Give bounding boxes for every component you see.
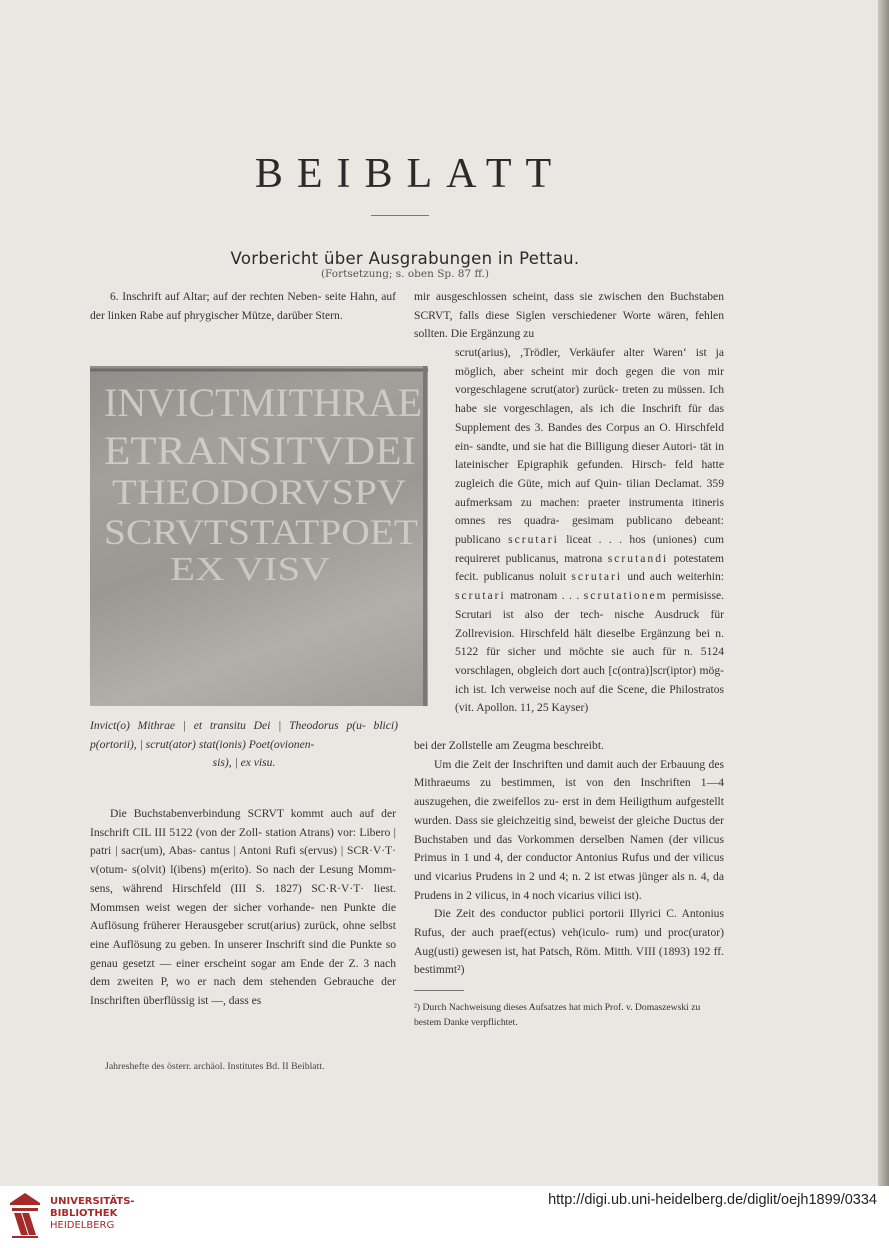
spaced-scrutari-1: scrutari [508, 533, 559, 547]
journal-footline: Jahreshefte des österr. archäol. Institutes Bd. II Beiblatt. [105, 1061, 325, 1072]
library-name[interactable] [50, 1196, 135, 1232]
spaced-scrutari-2: scrutari [571, 570, 623, 584]
caption-line-1: Invict(o) Mithrae | et transitu Dei | Theodorus p(u- [90, 719, 366, 732]
narrow-text-4: und auch weiterhin: [627, 570, 725, 584]
altar-inscription-photo [90, 366, 428, 706]
footnote: ²) Durch Nachweisung dieses Aufsatzes hat mich Prof. v. Domaszewski zu bestem Danke verpflichtet. [414, 1002, 701, 1028]
library-name-line-1: UNIVERSITÄTS- [50, 1196, 135, 1207]
photo-caption [90, 717, 398, 773]
spaced-scrutandi: scrutandi [607, 551, 669, 565]
university-library-logo-icon[interactable] [8, 1191, 42, 1239]
right-column-wide [414, 737, 724, 980]
caption-line-2: blici) p(ortorii), | scrut(ator) stat(ionis) Poet(ovionen- [90, 719, 398, 751]
dating-paragraph: Um die Zeit der Inschriften und damit auch der Erbauung des Mithraeums zu bestimmen, ist von den Inschriften 1—4 auszugehen, die zweifellos zu- erst in dem Heiligthum aufgestellt wurden. Dass sie gleichzeitig sind, beweist der gleiche Ductus der Buchstaben und das Vorkommen derselben Namen (der vilicus Primus in 1 und 4, der conductor Antonius Rufus und der vilicus und vicarius Prudens in 2 und 4; n. 2 ist etwas jünger als n. 4, da Prudens in 2 vilicus, in 4 noch vicarius vilici ist). [414, 757, 724, 902]
zeugma-line: bei der Zollstelle am Zeugma beschreibt. [414, 739, 604, 752]
intro-paragraph: 6. Inschrift auf Altar; auf der rechten Neben- seite Hahn, auf der linken Rabe auf phrygischer Mütze, darüber Stern. [90, 290, 396, 322]
page-edge-shadow [878, 0, 889, 1186]
right-column-narrow [455, 344, 724, 718]
left-column-intro [90, 288, 396, 325]
narrow-text-6: permisisse. Scrutari ist also der tech- nische Ausdruck für Zollrevision. Hirschfeld hält dieselbe Ergänzung bei n. 5122 für sicher und möchte sie auch für n. 5124 vorschlagen, obgleich dort auch [c(ontra)]scr(iptor) mög- ich ist. Ich verweise noch auf die Scene, die Philostratos (vit. Apollon. 11, 25 Kayser) [455, 589, 724, 715]
narrow-text-5: matronam . . . [510, 589, 580, 603]
inscription-line-2: ETRANSITVDEI [104, 428, 416, 473]
article-heading: Vorbericht über Ausgrabungen in Pettau. [230, 249, 580, 268]
page-title: BEIBLATT [254, 151, 566, 197]
title-divider [371, 215, 429, 216]
scrvt-paragraph: Die Buchstabenverbindung SCRVT kommt auch auf der Inschrift CIL III 5122 (von der Zoll- station Atrans) vor: Libero | patri | sacr(um), Abas- cantus | Antoni Rufi s(ervus) | SCR·V·T· v(otum- s(olvit) l(ibens) m(erito). So nach der Lesung Momm- sens, während Hirschfeld (III S. 1827) SC·R·V·T· liest. Mommsen weist wegen der sicher vorhande- nen Punkte die Auflösung früherer Herausgeber scrut(arius) zurück, ohne selbst eine Auflösung zu geben. In unserer Inschrift sind die Punkte so genau gesetzt — einer erscheint sogar am Ende der Z. 3 nach dem zweiten P, wo er nach dem stehenden Gebrauche der Inschriften überflüssig ist —, dass es [90, 807, 396, 1008]
spaced-scrutari-3: scrutari [455, 589, 506, 603]
inscription-carving [90, 366, 428, 706]
narrow-text-2: liceat . . . hos (uniones) cum requireret publicanus, matrona [455, 533, 724, 565]
conductor-paragraph: Die Zeit des conductor publici portorii Illyrici C. Antonius Rufus, der auch praef(ectus) veh(iculo- rum) und proc(urator) Aug(usti) gewesen ist, hat Patsch, Röm. Mitth. VIII (1893) 192 ff. bestimmt²) [414, 907, 724, 977]
left-column-body [90, 805, 396, 1011]
inscription-line-3: THEODORVSPV [112, 472, 407, 512]
article-subheading: (Fortsetzung; s. oben Sp. 87 ff.) [320, 268, 490, 280]
library-name-line-3: HEIDELBERG [50, 1220, 115, 1231]
scrutator-paragraph [455, 344, 724, 718]
narrow-text-3: potestatem fecit. publicanus noluit [455, 551, 725, 584]
narrow-text-1: scrut(arius), ‚Trödler, Verkäufer alter Waren‘ ist ja möglich, aber scheint mir doch gegen die von mir vorgeschlagene scrut(ator) zurück- treten zu müssen. Ich habe sie vorgeschlagen, als ich die Inschrift für das Supplement des 3. Bandes des Corpus an O. Hirschfeld ein- sandte, und sie hat die Billigung dieser Autori- tät in lateinischer Epigraphik gefunden. Hirsch- feld hatte zugleich die Güte, mich auf Quin- tilian Declamat. 359 aufmerksam zu machen: praeter instrumenta itineris omnes res quadra- gesimam publicano debeant: publicano [455, 346, 724, 547]
permalink-url[interactable]: http://digi.ub.uni-heidelberg.de/diglit/oejh1899/0334 [548, 1192, 877, 1208]
inscription-line-1: INVICTMITHRAE [104, 380, 422, 425]
right-continuation: mir ausgeschlossen scheint, dass sie zwischen den Buchstaben SCRVT, falls diese Siglen verschiedener Worte wären, fehlen sollten. Die Ergänzung zu [414, 290, 724, 341]
library-name-line-2: BIBLIOTHEK [50, 1208, 118, 1219]
spaced-scrutationem: scrutationem [583, 589, 668, 603]
caption-line-3: sis), | ex visu. [212, 756, 276, 770]
inscription-line-4: SCRVTSTATPOET [104, 512, 419, 552]
right-column-top [414, 288, 724, 344]
inscription-line-5: EX VISV [170, 551, 331, 588]
footnote-divider [414, 990, 464, 991]
